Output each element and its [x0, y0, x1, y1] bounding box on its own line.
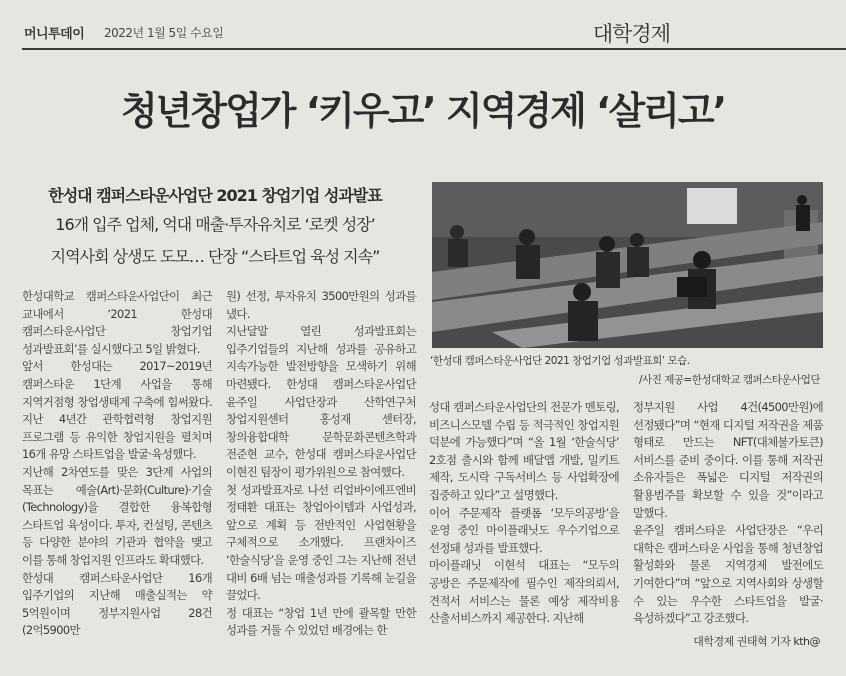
subhead-secondary: 16개 입주 업체, 억대 매출·투자유치로 ‘로켓 성장’	[55, 215, 375, 234]
article-column-4: 정부지원 사업 4건(4500만원)에 선정됐다”며 “현재 디지털 저작권을 제품 형태로 만드는 NFT(대체불가토큰) 서비스를 준비 중이다. 이를 통해 저작권 소유자들은 폭넓은 디지털 저작권의 활용범주를 확보할 수 있을 것”이라고 말했다. 윤주일 캠퍼스타운 사업단장은 “우리 대학은 캠퍼스타운 사업을 통해 청년창업 활성화와 물론 지역경제 발전에도 기여한다”며 “앞으로 지역사회와 상생할 수 있는 우수한 스타트업을 발굴·육성하겠다”고 강조했다.	[633, 400, 823, 626]
subhead-tertiary: 지역사회 상생도 도모… 단장 “스타트업 육성 지속”	[50, 247, 380, 266]
headline: 청년창업가 ‘키우고’ 지역경제 ‘살리고’	[120, 89, 726, 133]
masthead	[0, 0, 846, 50]
photo-credit: /사진 제공=한성대학교 캠퍼스타운사업단	[639, 374, 820, 386]
article-column-2: 원) 선정, 투자유치 3500만원의 성과를 냈다. 지난달말 열린 성과발표회는 입주기업들의 지난해 성과를 공유하고 지속가능한 발전방향을 모색하기 위해 마련됐다. 한성대 캠퍼스타운사업단 윤주일 사업단장과 산학연구처 창업지원센터 홍성재 센터장, 창의융합대학 문학문화콘텐츠학과 전준현 교수, 한성대 캠퍼스타운사업단 이현진 팀장이 평가위원으로 참여했다. 첫 성과발표자로 나선 리얼바이에프엔비 정태환 대표는 창업아이템과 사업성과, 앞으로 계획 등 전반적인 사업현황을 구체적으로 소개했다. 프랜차이즈 ‘한술식당’을 운영 중인 그는 지난해 전년 대비 6배 넘는 매출성과를 기록해 눈길을 끌었다. 정 대표는 “창업 1년 만에 괄목할 만한 성과를 거둘 수 있었던 배경에는 한	[226, 289, 416, 638]
article-column-3: 성대 캠퍼스타운사업단의 전문가 멘토링, 비즈니스모델 수립 등 적극적인 창업지원 덕분에 가능했다”며 “올 1월 ‘한술식당’ 2호점 출시와 함께 배달앱 개발, 밀키트 제작, 도시락 구독서비스 등 사업확장에 집중하고 있다”고 설명했다. 이어 주문제작 플랫폼 ‘모두의공방’을 운영 중인 마이플래닛도 우수기업으로 선정돼 성과를 발표했다. 마이플래닛 이현석 대표는 “모두의 공방은 주문제작에 필수인 제작의뢰서, 견적서 서비스는 물론 예상 제작비용 산출서비스까지 제공한다. 지난해	[429, 400, 619, 626]
event-photo	[432, 182, 823, 348]
section-title: 대학경제	[592, 22, 670, 46]
byline: 대학경제 권태혁 기자 kth@	[693, 635, 820, 648]
photo-caption: ‘한성대 캠퍼스타운사업단 2021 창업기업 성과발표회’ 모습.	[430, 355, 690, 367]
subhead-main: 한성대 캠퍼스타운사업단 2021 창업기업 성과발표	[48, 186, 382, 205]
article-column-1: 한성대학교 캠퍼스타운사업단이 최근 교내에서 ‘2021 한성대 캠퍼스타운사업단 창업기업 성과발표회’를 실시했다고 5일 밝혔다. 앞서 한성대는 2017~2019년 캠퍼스타운 1단계 사업을 통해 지역거점형 창업생태계 구축에 힘써왔다. 지난 4년간 관학협력형 창업지원 프로그램 등 유익한 창업지원을 펼치며 16개 유망 스타트업을 발굴·육성했다. 지난해 2차연도를 맞은 3단계 사업의 목표는 예술(Art)·문화(Culture)·기술(Technology)을 결합한 융복합형 스타트업 육성이다. 투자, 컨설팅, 콘텐츠 등 다양한 분야의 기관과 협약을 맺고 이를 통해 창업지원 인프라도 확대했다. 한성대 캠퍼스타운사업단 16개 입주기업의 지난해 매출실적는 약 5억원이며 정부지원사업 28건(2억5900만	[22, 289, 212, 638]
newspaper-brand: 머니투데이	[24, 27, 85, 42]
publication-date: 2022년 1월 5일 수요일	[104, 26, 224, 40]
header-rule	[22, 48, 846, 50]
